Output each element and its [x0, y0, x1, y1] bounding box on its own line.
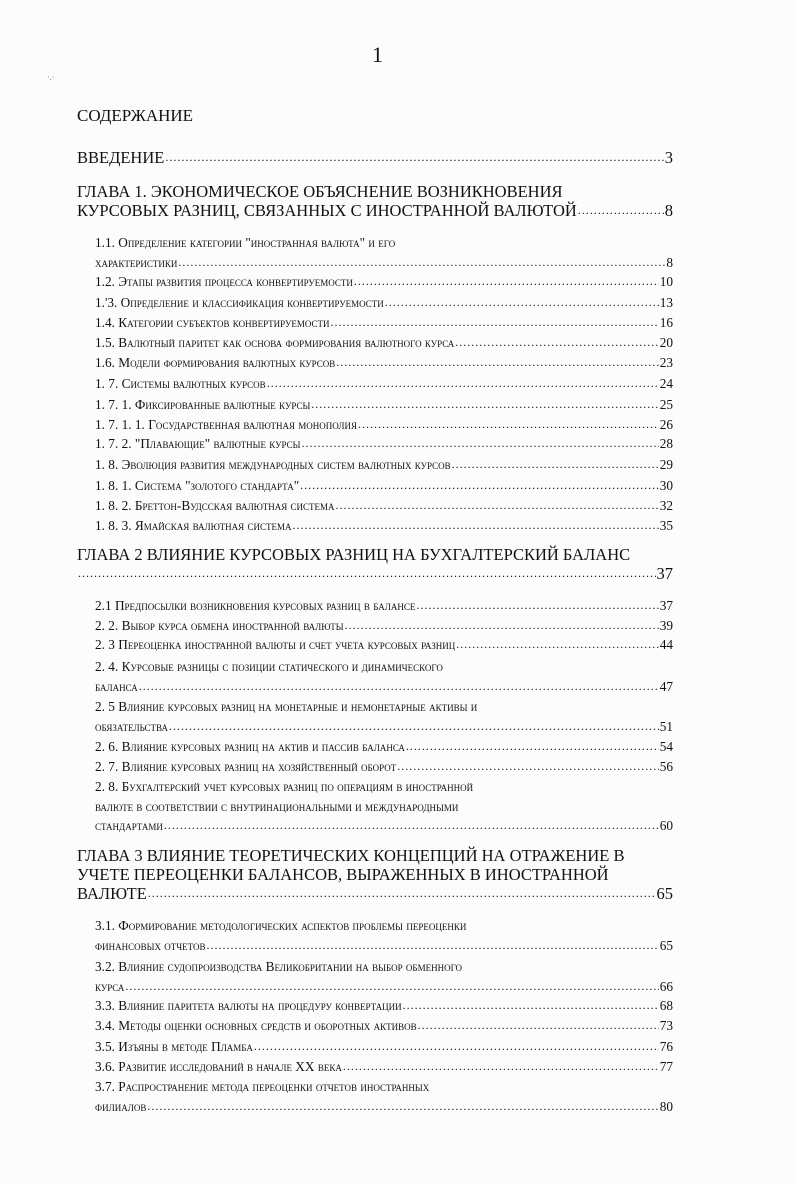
toc-entry-text: характеристики	[95, 254, 178, 270]
toc-entry-page: 76	[659, 1039, 673, 1054]
toc-entry	[95, 616, 673, 636]
dot-leader	[293, 516, 659, 536]
toc-entry	[95, 996, 673, 1016]
dot-leader	[178, 253, 665, 273]
toc-entry-page: 68	[659, 998, 673, 1013]
toc-entry-text: 3.3. Влияние паритета валюты на процедуру конвертации	[95, 998, 402, 1013]
toc-entry-text: 2. 5 Влияние курсовых разниц на монетарные и немонетарные активы и	[95, 699, 478, 714]
dot-leader	[148, 884, 656, 903]
scan-speck: ·.·	[47, 73, 55, 82]
page-number: 1	[372, 42, 383, 67]
toc-entry-page: 37	[659, 598, 673, 613]
dot-leader	[354, 272, 659, 292]
toc-entry-text: 1. 7. 1. Фиксированные валютные курсы	[95, 397, 311, 412]
dot-leader	[147, 1097, 658, 1117]
toc-entry-page: 77	[659, 1059, 673, 1074]
dot-leader	[207, 936, 659, 956]
toc-entry	[95, 476, 673, 496]
dot-leader	[416, 596, 658, 616]
toc-entry-page: 66	[659, 978, 673, 994]
toc-entry-text: 1. 7. 2. "Плавающие" валютные курсы	[95, 436, 301, 451]
toc-entry	[95, 596, 673, 616]
toc-entry-page: 3	[664, 148, 673, 167]
dot-leader	[254, 1037, 659, 1057]
toc-entry-text: валюте в соответствии с внутринациональными и международными	[95, 798, 459, 814]
toc-entry-text: 2.1 Предпосылки возникновения курсовых разниц в балансе	[95, 598, 416, 613]
dot-leader	[343, 1057, 659, 1077]
dot-leader	[456, 635, 658, 655]
toc-entry-page: 51	[659, 718, 673, 734]
toc-entry	[95, 737, 673, 757]
toc-entry-text: КУРСОВЫХ РАЗНИЦ, СВЯЗАННЫХ С ИНОСТРАННОЙ ВАЛЮТОЙ	[77, 201, 577, 220]
dot-leader	[336, 496, 659, 516]
toc-entry	[95, 455, 673, 475]
toc-entry-text: 2. 7. Влияние курсовых разниц на хозяйственный оборот	[95, 759, 397, 774]
toc-entry	[95, 293, 673, 313]
toc-entry-text: ВАЛЮТЕ	[77, 884, 147, 903]
dot-leader	[125, 977, 658, 997]
toc-entry-text: 2. 8. Бухгалтерский учет курсовых разниц по операциям в иностранной	[95, 779, 474, 794]
dot-leader	[403, 996, 659, 1016]
toc-entry	[95, 916, 673, 955]
toc-entry-page: 20	[659, 335, 673, 350]
toc-entry-text: филиалов	[95, 1098, 147, 1114]
toc-entry-page: 44	[659, 637, 673, 652]
toc-entry-text: стандартами	[95, 818, 163, 833]
toc-entry-text: 3.7. Распространение метода переоценки отчетов иностранных	[95, 1079, 430, 1094]
dot-leader	[139, 677, 659, 697]
toc-entry-page: 16	[659, 315, 673, 330]
toc-entry-text: 1. 8. 3. Ямайская валютная система	[95, 518, 292, 533]
toc-entry-page: 23	[659, 355, 673, 370]
toc-entry	[95, 635, 673, 655]
dot-leader	[345, 616, 659, 636]
toc-entry	[95, 1016, 673, 1036]
toc-entry-text: 3.6. Развитие исследований в начале XX века	[95, 1059, 342, 1074]
dot-leader	[578, 201, 664, 220]
toc-title: СОДЕРЖАНИЕ	[77, 106, 194, 125]
toc-entry-text: курса	[95, 978, 125, 994]
toc-entry	[95, 1077, 673, 1116]
toc-entry	[95, 333, 673, 353]
toc-entry-text: 2. 6. Влияние курсовых разниц на актив и пассив баланса	[95, 739, 405, 754]
toc-entry-text: 1. 7. Системы валютных курсов	[95, 376, 266, 391]
toc-entry-text: 1. 8. 2. Бреттон-Вудсская валютная система	[95, 498, 335, 513]
toc-entry-text: ГЛАВА 2 ВЛИЯНИЕ КУРСОВЫХ РАЗНИЦ НА БУХГАЛТЕРСКИЙ БАЛАНС	[77, 545, 631, 564]
dot-leader	[455, 333, 658, 353]
toc-entry-text: ГЛАВА 3 ВЛИЯНИЕ ТЕОРЕТИЧЕСКИХ КОНЦЕПЦИЙ НА ОТРАЖЕНИЕ В	[77, 846, 625, 865]
toc-entry	[95, 516, 673, 536]
toc-entry-text: 1.'3. Определение и классификация конвертируемости	[95, 295, 384, 310]
toc-entry-text: 1. 8. Эволюция развития международных систем валютных курсов	[95, 457, 451, 472]
dot-leader	[78, 564, 656, 583]
toc-entry-page: 35	[659, 518, 673, 533]
toc-entry-page: 80	[659, 1098, 673, 1114]
toc-entry-text: баланса	[95, 678, 138, 694]
toc-entry	[95, 434, 673, 454]
toc-entry-page: 73	[659, 1018, 673, 1033]
toc-entry-text: 1.6. Модели формирования валютных курсов	[95, 355, 336, 370]
toc-entry	[95, 313, 673, 333]
toc-entry-page: 54	[659, 739, 673, 754]
toc-entry-page: 47	[659, 678, 673, 694]
toc-entry-text: 3.1. Формирование методологических аспектов проблемы переоценки	[95, 918, 467, 933]
toc-entry	[95, 957, 673, 996]
toc-entry-text: 1.1. Определение категории "иностранная валюта" и его	[95, 235, 396, 250]
dot-leader	[164, 816, 659, 836]
toc-entry-text: УЧЕТЕ ПЕРЕОЦЕНКИ БАЛАНСОВ, ВЫРАЖЕННЫХ В ИНОСТРАННОЙ	[77, 865, 609, 884]
dot-leader	[452, 455, 659, 475]
toc-entry-page: 37	[656, 564, 673, 583]
toc-entry-page: 39	[659, 618, 673, 633]
toc-entry	[95, 697, 673, 736]
dot-leader	[406, 737, 659, 757]
toc-entry	[95, 1037, 673, 1057]
toc-entry	[95, 353, 673, 373]
toc-entry	[95, 395, 673, 415]
dot-leader	[336, 353, 658, 373]
toc-entry-page: 25	[659, 397, 673, 412]
toc-entry	[95, 415, 673, 435]
dot-leader	[301, 434, 658, 454]
toc-entry-page: 8	[666, 254, 673, 270]
toc-entry	[95, 757, 673, 777]
dot-leader	[165, 148, 663, 167]
toc-entry-page: 10	[659, 274, 673, 289]
toc-entry-text: обязательства	[95, 718, 168, 734]
toc-entry	[95, 233, 673, 272]
toc-entry-text: 1.2. Этапы развития процесса конвертируемости	[95, 274, 353, 289]
toc-entry-page: 26	[659, 417, 673, 432]
toc-entry	[95, 272, 673, 292]
toc-entry-text: 1.4. Категории субъектов конвертируемости	[95, 315, 330, 330]
dot-leader	[358, 415, 659, 435]
dot-leader	[311, 395, 658, 415]
dot-leader	[169, 717, 659, 737]
toc-entry-page: 28	[659, 436, 673, 451]
toc-entry	[95, 496, 673, 516]
toc-entry-page: 56	[659, 759, 673, 774]
dot-leader	[397, 757, 658, 777]
toc-entry-page: 60	[659, 818, 673, 833]
toc-entry-page: 8	[664, 201, 673, 220]
dot-leader	[300, 476, 659, 496]
toc-entry-text: ГЛАВА 1. ЭКОНОМИЧЕСКОЕ ОБЪЯСНЕНИЕ ВОЗНИКНОВЕНИЯ	[77, 182, 563, 201]
toc-entry	[77, 846, 673, 903]
toc-entry-text: 3.2. Влияние судопроизводства Великобритании на выбор обменного	[95, 959, 463, 974]
toc-entry-page: 65	[656, 884, 673, 903]
toc-entry	[95, 657, 673, 696]
toc-entry-page: 65	[659, 937, 673, 953]
toc-entry-page: 24	[659, 376, 673, 391]
toc-entry-text: 3.4. Методы оценки основных средств и оборотных активов	[95, 1018, 417, 1033]
dot-leader	[330, 313, 658, 333]
toc-entry	[77, 182, 673, 220]
toc-entry-text: 1. 7. 1. 1. Государственная валютная монополия	[95, 417, 357, 432]
toc-entry-page: 29	[659, 457, 673, 472]
toc-entry-text: 1. 8. 1. Система "золотого стандарта"	[95, 478, 300, 493]
toc-entry	[77, 545, 673, 583]
dot-leader	[267, 374, 659, 394]
toc-entry-text: финансовых отчетов	[95, 937, 206, 953]
toc-entry-page: 30	[659, 478, 673, 493]
toc-entry-text: 2. 3 Переоценка иностранной валюты и счет учета курсовых разниц	[95, 637, 456, 652]
toc-entry-text: 2. 2. Выбор курса обмена иностранной валюты	[95, 618, 344, 633]
toc-entry-page: 32	[659, 498, 673, 513]
toc-entry	[95, 1057, 673, 1077]
toc-entry-text: ВВЕДЕНИЕ	[77, 148, 165, 167]
dot-leader	[385, 293, 659, 313]
toc-entry	[95, 374, 673, 394]
toc-entry-text: 2. 4. Курсовые разницы с позиции статического и динамического	[95, 659, 443, 674]
toc-entry-text: 3.5. Изъяны в методе Пламба	[95, 1039, 253, 1054]
toc-entry-page: 13	[659, 295, 673, 310]
dot-leader	[418, 1016, 659, 1036]
toc-entry-text: 1.5. Валютный паритет как основа формирования валютного курса	[95, 335, 455, 350]
toc-entry	[77, 148, 673, 167]
toc-entry	[95, 777, 673, 836]
